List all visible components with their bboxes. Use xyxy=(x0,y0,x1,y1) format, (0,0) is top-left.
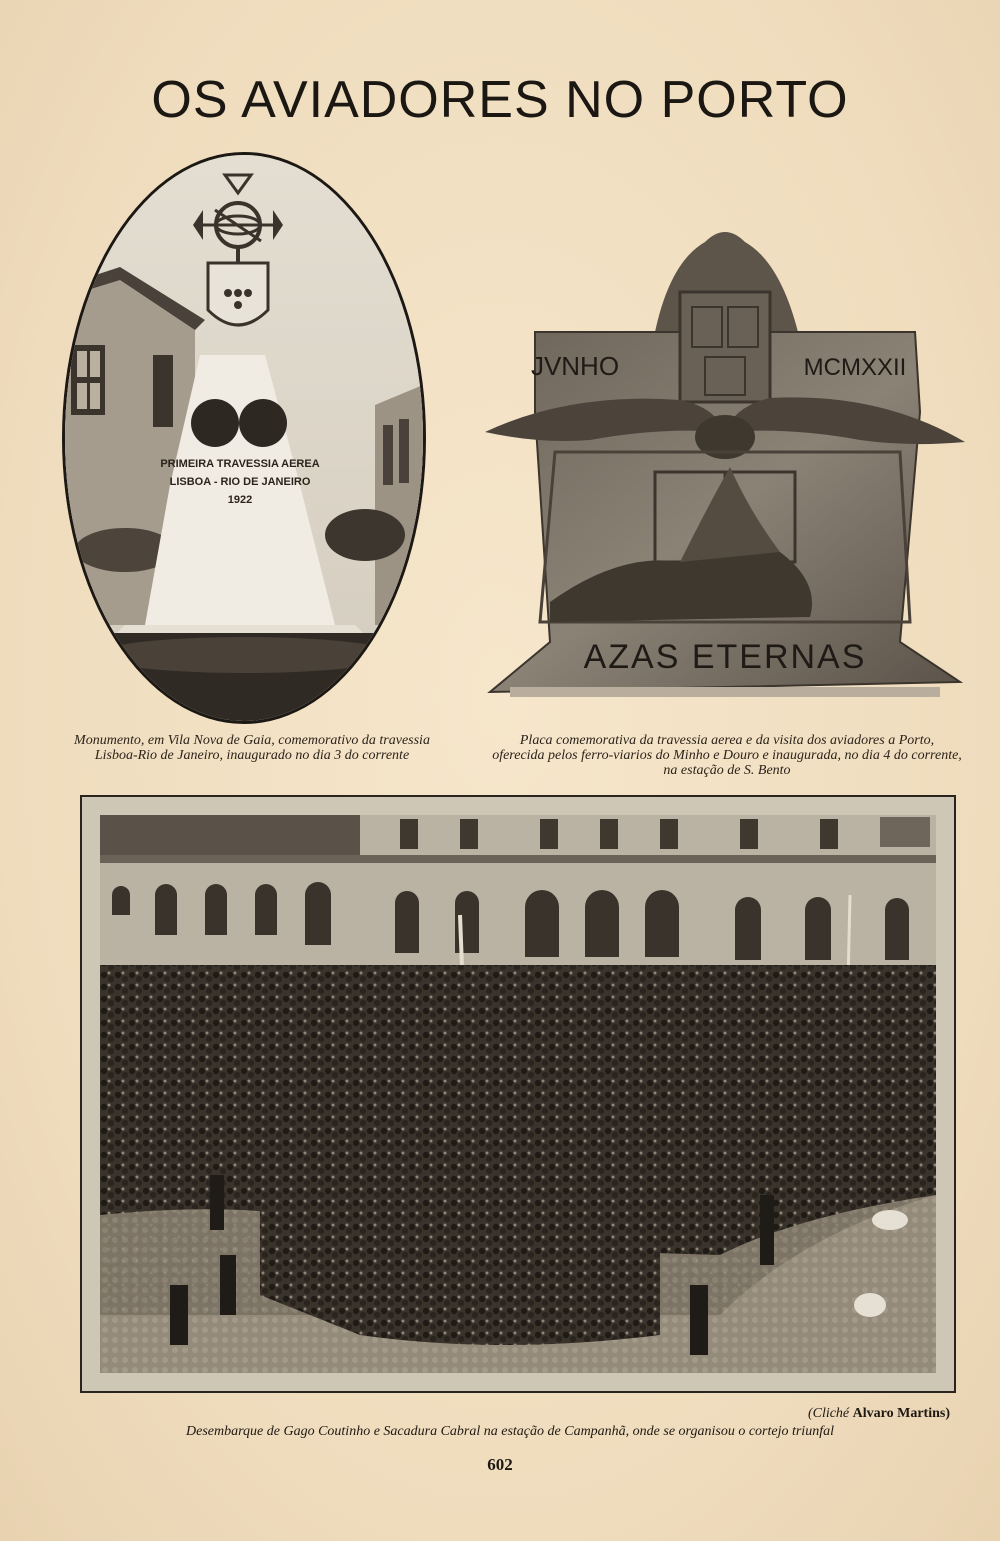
plaque-bottom-text: AZAS ETERNAS xyxy=(583,638,867,676)
photo-credit xyxy=(700,1406,950,1422)
monument-photo xyxy=(62,152,426,724)
monument-inscription-2: LISBOA - RIO DE JANEIRO xyxy=(169,476,311,488)
credit-prefix: (Cliché xyxy=(807,1406,850,1421)
page-title: OS AVIADORES NO PORTO xyxy=(151,71,849,129)
monument-caption: Monumento, em Vila Nova de Gaia, comemorativo da travessia Lisboa-Rio de Janeiro, inaugurado no dia 3 do corrente xyxy=(74,733,430,763)
commemorative-plaque-photo xyxy=(480,222,970,702)
credit-name: Alvaro Martins) xyxy=(852,1406,950,1421)
plaque-left-text: JVNHO xyxy=(530,351,620,381)
monument-inscription-1: PRIMEIRA TRAVESSIA AEREA xyxy=(160,458,320,470)
crowd-photo xyxy=(80,795,956,1393)
plaque-caption: Placa comemorativa da travessia aerea e da visita dos aviadores a Porto, oferecida pelos ferro-viarios do Minho e Douro e inaugurada, no dia 4 do corrente, na estação de S. Bento xyxy=(492,733,962,778)
plaque-right-text: MCMXXII xyxy=(803,354,907,381)
crowd-caption: Desembarque de Gago Coutinho e Sacadura Cabral na estação de Campanhã, onde se organisou o cortejo triunfal xyxy=(186,1424,834,1439)
page-number: 602 xyxy=(487,1455,513,1474)
monument-inscription-3: 1922 xyxy=(227,494,253,506)
